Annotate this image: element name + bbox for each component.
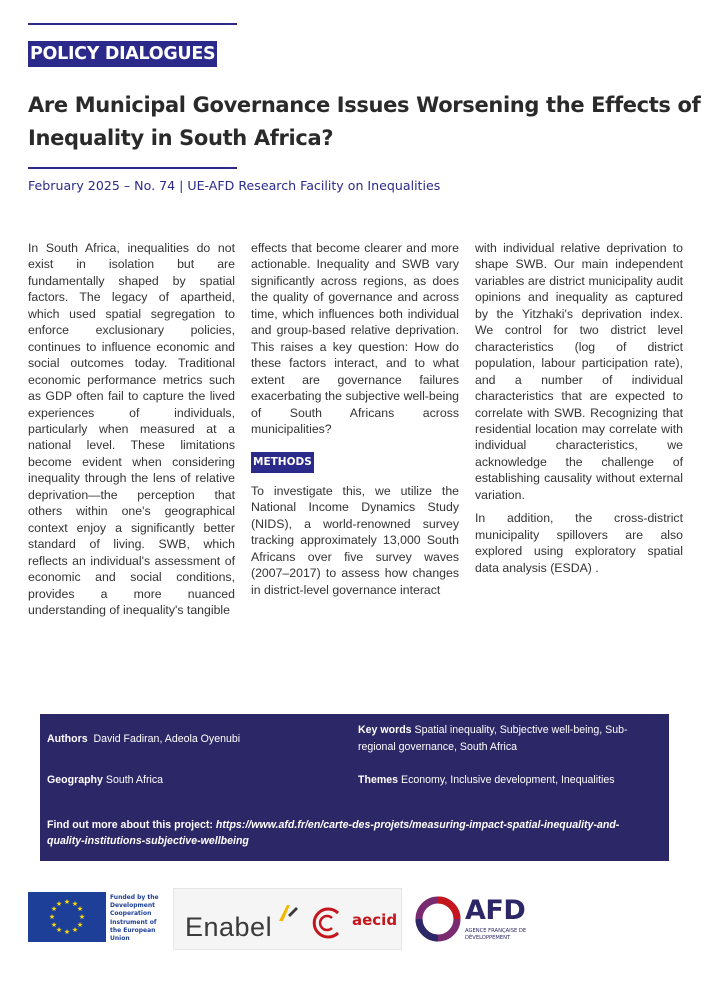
afd-logo: AFD xyxy=(465,895,526,926)
geography-line xyxy=(47,772,163,789)
themes-value: Economy, Inclusive development, Inequalities xyxy=(401,774,615,786)
project-link[interactable]: https://www.afd.fr/en/carte-des-projets/measuring-impact-spatial-inequality-and-quality-institutions-subjective-wellbeing xyxy=(47,819,620,847)
page-title: Are Municipal Governance Issues Worsening the Effects of Inequality in South Africa? xyxy=(28,93,701,150)
eu-flag-icon xyxy=(28,892,106,942)
geography-value: South Africa xyxy=(105,774,164,786)
svg-text:★: ★ xyxy=(76,921,84,929)
body-paragraph: effects that become clearer and more actionable. Inequality and SWB vary significantly across regions, as does the quality of governance and across time, which influences both individual and group-based relative deprivation. This raises a key question: How do these factors interact, and to what extent are governance failures exacerbating the subjective well-being of South Africans across municipalities? xyxy=(251,241,459,436)
svg-text:★: ★ xyxy=(63,898,71,906)
body-paragraph: with individual relative deprivation to shape SWB. Our main independent variables are district municipality audit opinions and inequality as captured by the Yitzhaki's deprivation index. We control for two district level characteristics (log of district population, labour participation rate), and a number of individual characteristics that are expected to correlate with SWB. Recognizing that residential location may correlate with individual characteristics, we acknowledge the challenge of establishing causality without external variation. xyxy=(475,241,683,502)
enabel-mark-icon xyxy=(277,903,299,923)
series-tag: POLICY DIALOGUES xyxy=(28,41,217,67)
svg-text:★: ★ xyxy=(63,928,71,936)
svg-text:★: ★ xyxy=(55,900,63,908)
aecid-logo: aecid xyxy=(352,911,398,929)
geography-label: Geography xyxy=(47,774,103,786)
afd-subtitle: AGENCE FRANÇAISE DE DÉVELOPPEMENT xyxy=(465,928,527,941)
svg-text:★: ★ xyxy=(76,905,84,913)
authors-value: David Fadiran, Adeola Oyenubi xyxy=(93,733,241,745)
eu-logo xyxy=(28,888,168,948)
authors-label: Authors xyxy=(47,733,88,745)
keywords-value: Spatial inequality, Subjective well-being, Sub-regional governance, South Africa xyxy=(358,724,628,753)
issue-meta: February 2025 – No. 74 | UE-AFD Research Facility on Inequalities xyxy=(28,178,441,193)
column-1 xyxy=(28,240,235,625)
themes-label: Themes xyxy=(358,774,399,786)
top-rule xyxy=(28,23,237,25)
body-paragraph: To investigate this, we utilize the National Income Dynamics Study (NIDS), a world-renowned survey tracking approximately 13,000 South Africans over five survey waves (2007–2017) to assess how changes in district-level governance interact xyxy=(251,483,459,597)
column-2 xyxy=(251,240,459,605)
keywords-line xyxy=(358,722,650,756)
svg-text:★: ★ xyxy=(50,905,58,913)
svg-text:★: ★ xyxy=(71,926,79,934)
body-paragraph: In addition, the cross-district municipality spillovers are also explored using exploratory spatial data analysis (ESDA) . xyxy=(475,511,683,575)
logo-bar xyxy=(28,888,708,958)
column-3 xyxy=(475,240,683,583)
find-more-label: Find out more about this project: xyxy=(47,819,213,831)
svg-text:★: ★ xyxy=(55,926,63,934)
svg-text:★: ★ xyxy=(48,913,56,921)
svg-text:★: ★ xyxy=(78,913,86,921)
svg-text:★: ★ xyxy=(50,921,58,929)
afd-ring-icon xyxy=(413,893,463,945)
body-paragraph: In South Africa, inequalities do not exist in isolation but are fundamentally shaped by spatial factors. The legacy of apartheid, which used spatial segregation to enforce exclusionary policies, continues to influence economic and social outcomes today. Traditional economic performance metrics such as GDP often fail to capture the lived experiences of individuals, particularly when measured at a national level. These limitations become evident when considering inequality through the lens of relative deprivation—the perception that others within one's geographical context enjoy a significantly better standard of living. SWB, which reflects an individual's assessment of economic and social conditions, provides a more nuanced understanding of inequality's tangible xyxy=(28,241,235,617)
eu-funding-text: Funded by the Development Cooperation Instrument of the European Union xyxy=(110,894,159,943)
keywords-label: Key words xyxy=(358,724,412,736)
enabel-logo: Enabel xyxy=(185,912,273,942)
themes-line xyxy=(358,772,615,789)
find-more-line xyxy=(47,817,647,849)
svg-text:★: ★ xyxy=(71,900,79,908)
partner-logos xyxy=(173,888,402,950)
title-rule xyxy=(28,167,237,169)
methods-heading: METHODS xyxy=(251,452,314,472)
aecid-swirl-icon xyxy=(308,905,348,941)
authors-line xyxy=(47,731,240,748)
info-box xyxy=(40,714,669,861)
